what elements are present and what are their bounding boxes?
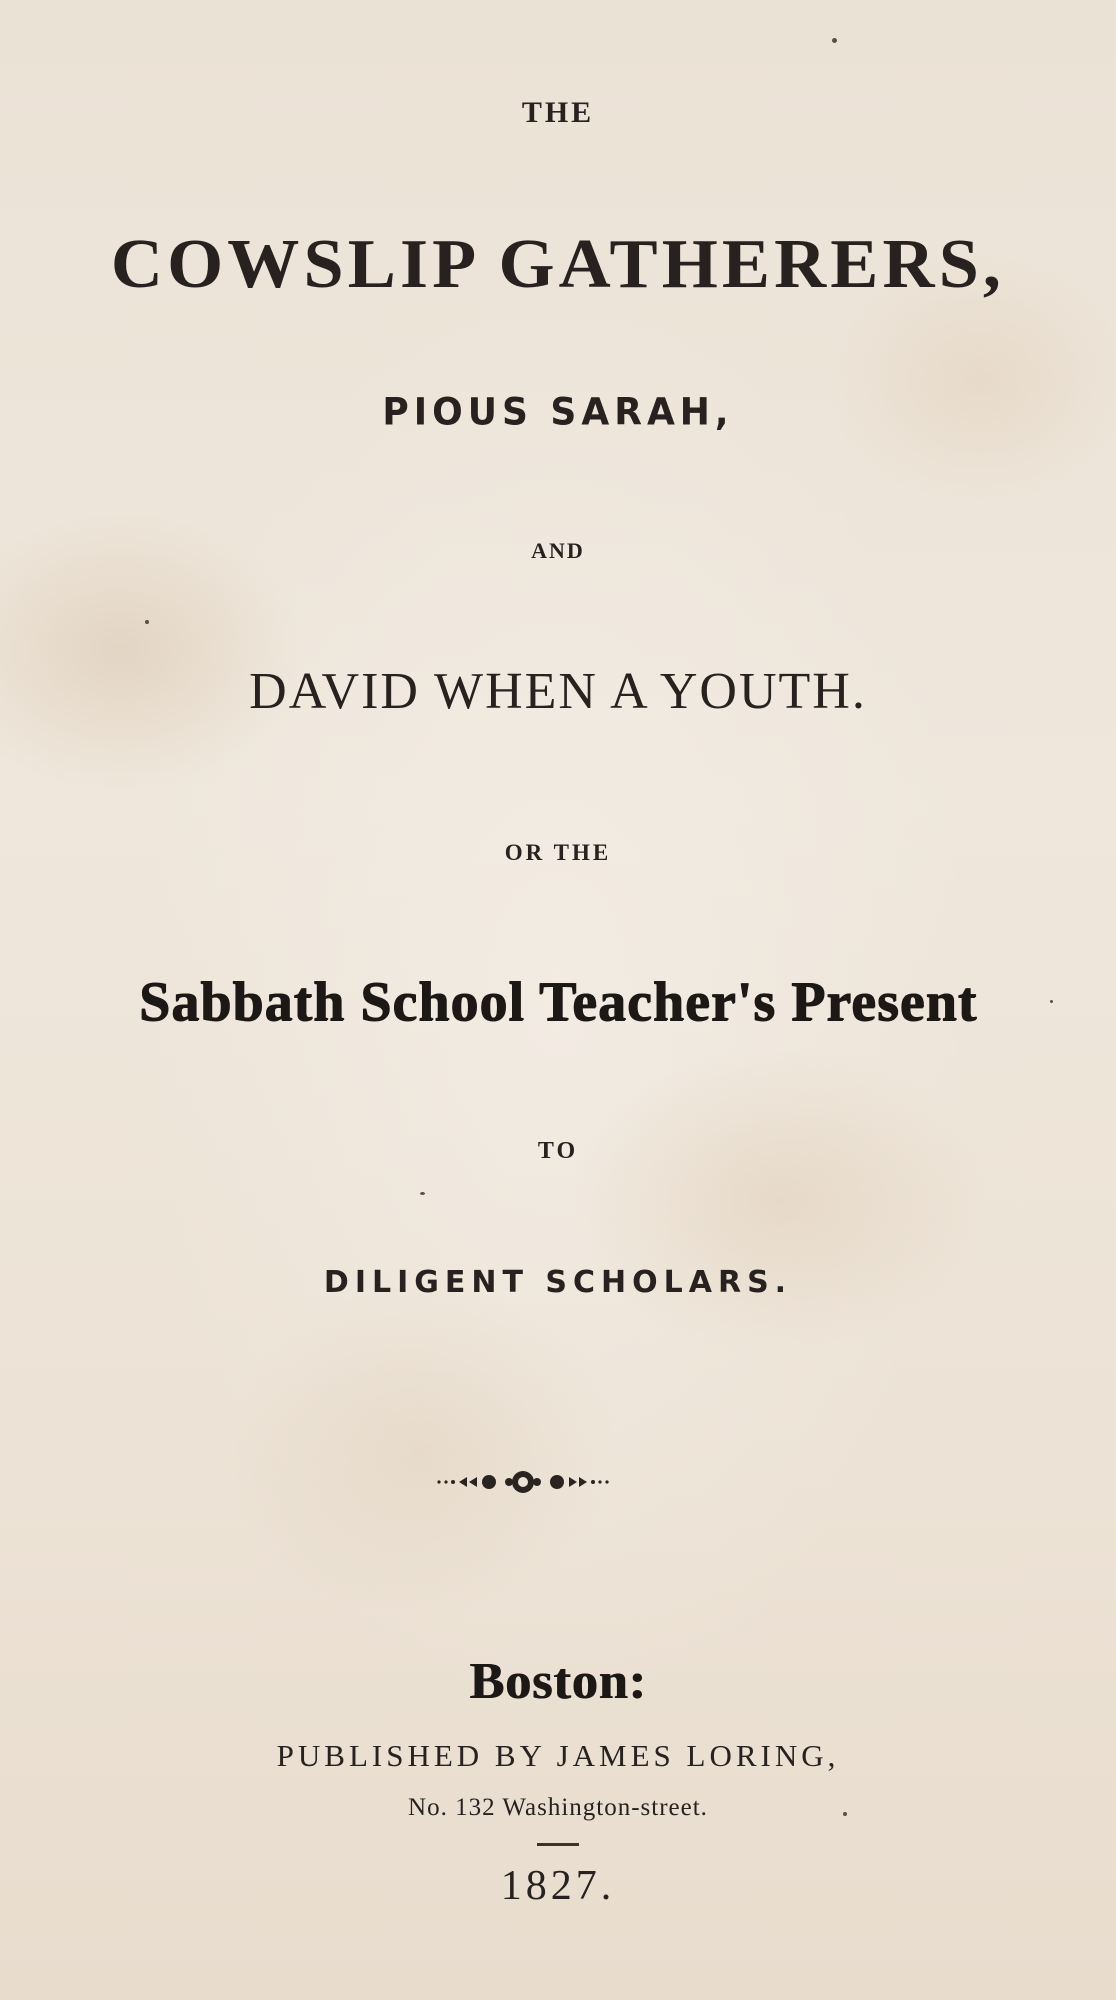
paper-speck: [843, 1812, 847, 1816]
preposition-to: TO: [537, 1138, 579, 1164]
subtitle-pious-sarah: PIOUS SARAH,: [382, 390, 734, 435]
subtitle-david: DAVID WHEN A YOUTH.: [249, 663, 867, 720]
main-title: COWSLIP GATHERERS,: [110, 226, 1006, 303]
paper-speck: [1050, 1000, 1053, 1003]
paper-speck: [420, 1192, 425, 1195]
conjunction-and: AND: [531, 538, 585, 563]
printers-ornament-icon: [433, 1464, 613, 1500]
alternate-title: Sabbath School Teacher's Present: [138, 971, 978, 1033]
dedication: DILIGENT SCHOLARS.: [323, 1265, 793, 1300]
imprint-place: Boston:: [469, 1653, 647, 1710]
imprint-rule: [537, 1843, 579, 1846]
imprint-address: No. 132 Washington-street.: [408, 1794, 708, 1821]
paper-speck: [145, 620, 149, 624]
imprint-year: 1827.: [500, 1863, 616, 1909]
conjunction-or-the: OR THE: [504, 840, 612, 865]
imprint-publisher: PUBLISHED BY JAMES LORING,: [276, 1738, 840, 1773]
title-article: THE: [521, 96, 595, 129]
paper-speck: [832, 38, 837, 43]
